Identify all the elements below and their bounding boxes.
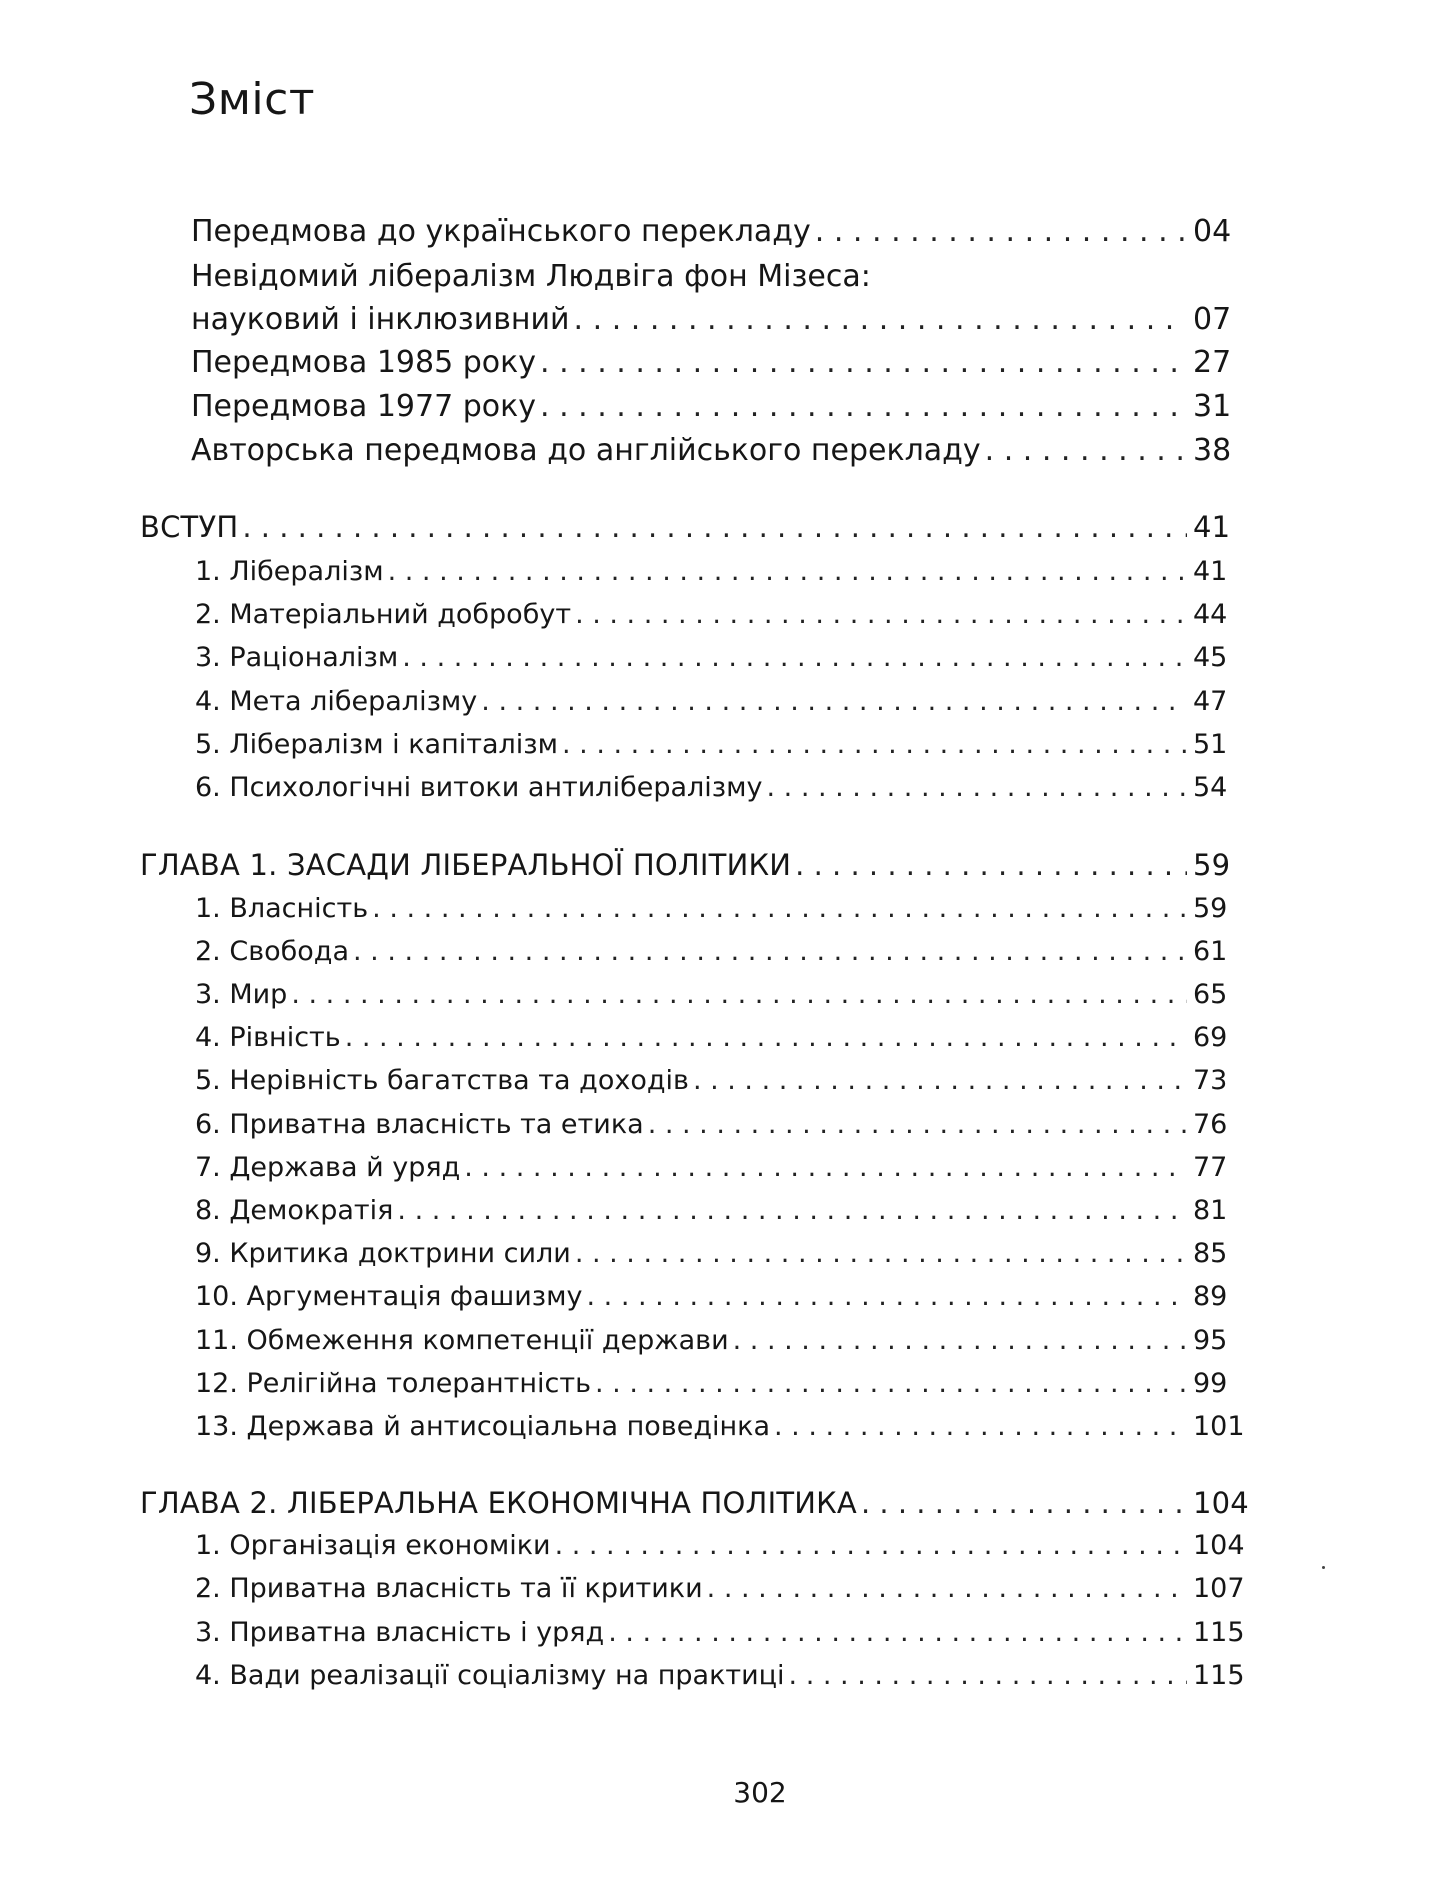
section-label: 2. Матеріальний добробут: [195, 599, 572, 630]
section-page: 85: [1193, 1238, 1228, 1269]
section-label: 3. Раціоналізм: [195, 642, 399, 673]
section-page: 51: [1193, 729, 1228, 760]
section-label: 3. Мир: [195, 979, 288, 1010]
toc-section-entry: [195, 1281, 1245, 1319]
toc-section-entry: [195, 1238, 1245, 1276]
section-page: 89: [1193, 1281, 1228, 1312]
toc-section-entry: [195, 1325, 1245, 1363]
dot-leader: [815, 214, 1187, 249]
toc-entry: [191, 433, 1245, 473]
toc-entry: [191, 345, 1245, 385]
section-page: 107: [1193, 1573, 1245, 1604]
chapter-heading-label: ВСТУП: [140, 510, 239, 544]
section-label: 5. Нерівність багатства та доходів: [195, 1065, 689, 1096]
toc-section-entry: [195, 893, 1245, 931]
chapter-heading: [140, 510, 1245, 550]
dot-leader: [388, 556, 1187, 587]
toc-section-entry: [195, 1022, 1245, 1060]
toc-section-entry: [195, 556, 1245, 594]
section-page: 115: [1193, 1660, 1245, 1691]
toc-section-entry: [195, 772, 1245, 810]
toc-entry-page: 04: [1193, 214, 1232, 249]
section-label: 4. Мета лібералізму: [195, 686, 478, 717]
dot-leader: [795, 848, 1187, 882]
section-label: 7. Держава й уряд: [195, 1152, 461, 1183]
section-label: 3. Приватна власність і уряд: [195, 1617, 605, 1648]
dot-leader: [861, 1486, 1187, 1520]
dot-leader: [575, 1238, 1187, 1269]
toc-entry-label: Авторська передмова до англійського перекладу: [191, 433, 981, 468]
toc-entry-page: 31: [1193, 389, 1232, 424]
toc-entry: [191, 214, 1245, 254]
section-label: 1. Власність: [195, 893, 369, 924]
dot-leader: [575, 599, 1187, 630]
toc-section-entry: [195, 729, 1245, 767]
dot-leader: [353, 936, 1187, 967]
toc-section-entry: [195, 1411, 1245, 1449]
dot-leader: [648, 1109, 1187, 1140]
toc-section-entry: [195, 686, 1245, 724]
dot-leader: [464, 1152, 1187, 1183]
section-page: 69: [1193, 1022, 1228, 1053]
dot-leader: [985, 433, 1187, 468]
print-speck: [1322, 1566, 1325, 1569]
chapter-heading-label: ГЛАВА 1. ЗАСАДИ ЛІБЕРАЛЬНОЇ ПОЛІТИКИ: [140, 848, 792, 882]
dot-leader: [540, 389, 1187, 424]
dot-leader: [789, 1660, 1187, 1691]
toc-entry-page: 07: [1193, 302, 1232, 337]
section-label: 5. Лібералізм і капіталізм: [195, 729, 559, 760]
toc-entry: [191, 302, 1245, 342]
dot-leader: [242, 510, 1187, 544]
section-page: 61: [1193, 936, 1228, 967]
section-page: 99: [1193, 1368, 1228, 1399]
dot-leader: [733, 1325, 1187, 1356]
chapter-heading-page: 104: [1193, 1486, 1249, 1520]
section-label: 10. Аргументація фашизму: [195, 1281, 583, 1312]
dot-leader: [574, 302, 1187, 337]
toc-section-entry: [195, 1573, 1245, 1611]
toc-entry: [191, 389, 1245, 429]
section-label: 1. Лібералізм: [195, 556, 384, 587]
toc-entry-label-line1: Невідомий лібералізм Людвіга фон Мізеса:: [191, 259, 871, 294]
section-page: 65: [1193, 979, 1228, 1010]
section-label: 2. Приватна власність та її критики: [195, 1573, 703, 1604]
dot-leader: [774, 1411, 1187, 1442]
toc-entry-label: науковий і інклюзивний: [191, 302, 570, 337]
chapter-heading-page: 59: [1193, 848, 1231, 882]
section-page: 73: [1193, 1065, 1228, 1096]
section-page: 76: [1193, 1109, 1228, 1140]
dot-leader: [481, 686, 1187, 717]
dot-leader: [555, 1530, 1187, 1561]
toc-section-entry: [195, 599, 1245, 637]
toc-section-entry: [195, 1065, 1245, 1103]
section-label: 11. Обмеження компетенції держави: [195, 1325, 729, 1356]
chapter-heading: [140, 1486, 1249, 1526]
section-label: 1. Організація економіки: [195, 1530, 551, 1561]
section-page: 115: [1193, 1617, 1245, 1648]
toc-section-entry: [195, 642, 1245, 680]
dot-leader: [608, 1617, 1187, 1648]
dot-leader: [766, 772, 1187, 803]
dot-leader: [562, 729, 1187, 760]
section-label: 8. Демократія: [195, 1195, 394, 1226]
toc-section-entry: [195, 1195, 1245, 1233]
toc-entry-label: Передмова 1985 року: [191, 345, 536, 380]
dot-leader: [402, 642, 1187, 673]
section-page: 101: [1193, 1411, 1245, 1442]
section-label: 6. Приватна власність та етика: [195, 1109, 644, 1140]
section-label: 9. Критика доктрини сили: [195, 1238, 571, 1269]
toc-entry-page: 27: [1193, 345, 1232, 380]
dot-leader: [291, 979, 1187, 1010]
chapter-heading-label: ГЛАВА 2. ЛІБЕРАЛЬНА ЕКОНОМІЧНА ПОЛІТИКА: [140, 1486, 857, 1520]
section-page: 41: [1193, 556, 1228, 587]
page-title: Зміст: [189, 74, 315, 125]
section-label: 13. Держава й антисоціальна поведінка: [195, 1411, 770, 1442]
page-number: 302: [733, 1776, 787, 1809]
section-page: 47: [1193, 686, 1228, 717]
section-label: 12. Релігійна толерантність: [195, 1368, 592, 1399]
toc-section-entry: [195, 1152, 1245, 1190]
dot-leader: [707, 1573, 1187, 1604]
section-label: 6. Психологічні витоки антилібералізму: [195, 772, 763, 803]
section-page: 45: [1193, 642, 1228, 673]
dot-leader: [595, 1368, 1187, 1399]
section-label: 4. Вади реалізації соціалізму на практиці: [195, 1660, 785, 1691]
section-page: 44: [1193, 599, 1228, 630]
section-page: 95: [1193, 1325, 1228, 1356]
toc-section-entry: [195, 936, 1245, 974]
dot-leader: [397, 1195, 1187, 1226]
chapter-heading-page: 41: [1193, 510, 1231, 544]
dot-leader: [693, 1065, 1187, 1096]
toc-section-entry: [195, 1660, 1245, 1698]
chapter-heading: [140, 848, 1245, 888]
dot-leader: [372, 893, 1187, 924]
toc-section-entry: [195, 1109, 1245, 1147]
toc-section-entry: [195, 1617, 1245, 1655]
dot-leader: [540, 345, 1187, 380]
dot-leader: [345, 1022, 1187, 1053]
section-label: 4. Рівність: [195, 1022, 341, 1053]
toc-entry-page: 38: [1193, 433, 1232, 468]
section-label: 2. Свобода: [195, 936, 350, 967]
toc-section-entry: [195, 1530, 1245, 1568]
dot-leader: [587, 1281, 1188, 1312]
toc-entry-label: Передмова до українського перекладу: [191, 214, 811, 249]
section-page: 81: [1193, 1195, 1228, 1226]
section-page: 104: [1193, 1530, 1245, 1561]
toc-entry-label: Передмова 1977 року: [191, 389, 536, 424]
toc-section-entry: [195, 1368, 1245, 1406]
section-page: 54: [1193, 772, 1228, 803]
section-page: 77: [1193, 1152, 1228, 1183]
toc-section-entry: [195, 979, 1245, 1017]
section-page: 59: [1193, 893, 1228, 924]
